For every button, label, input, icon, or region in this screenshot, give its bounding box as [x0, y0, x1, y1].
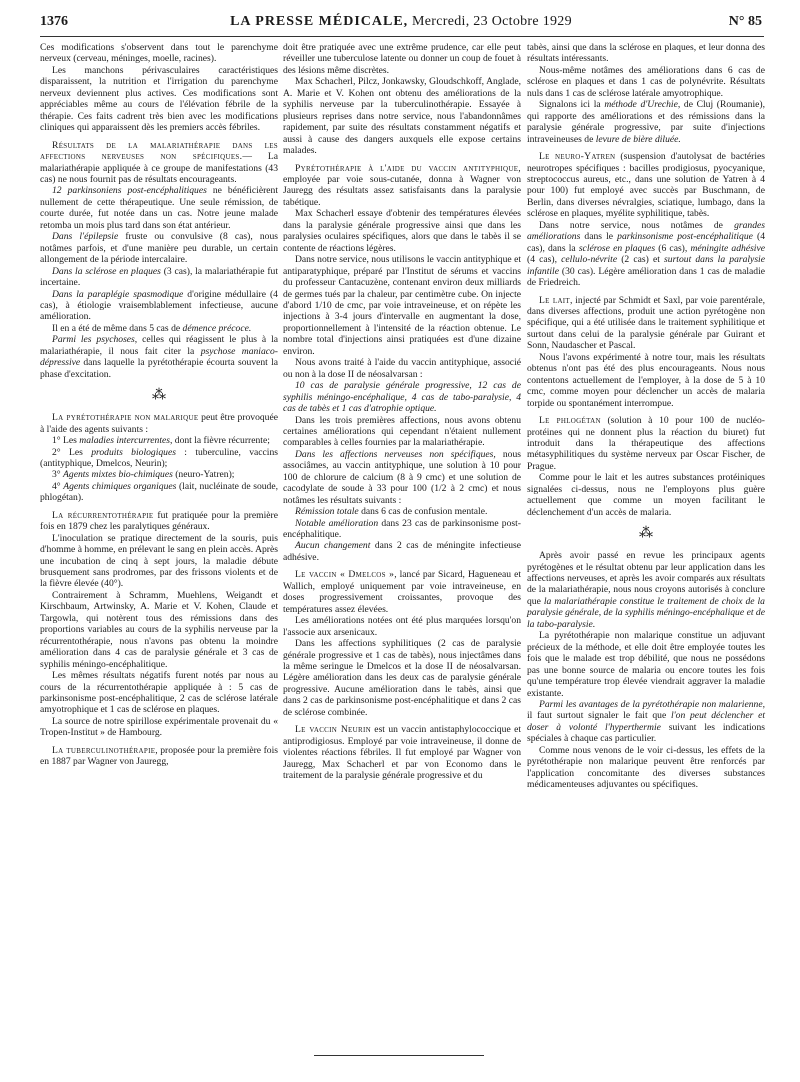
paragraph: [527, 151, 765, 220]
emphasis: cellulo-névrite: [561, 254, 618, 266]
paragraph: [283, 163, 521, 209]
paragraph: tabès, ainsi que dans la sclérose en plaques, et leur donna des résultats intéressants.: [527, 42, 765, 65]
section-heading: La tuberculinothérapie: [52, 744, 156, 756]
emphasis: 12 parkinsoniens post-encéphalitiques: [52, 185, 207, 197]
text: peut être provoquée à l'aide des agents suivants :: [40, 412, 278, 435]
paragraph: Comme pour le lait et les autres substances protéiniques signalées ci-dessus, nous ne l'employons plus guère actuellement que comme un moyen facilitant le déclenchement d'un accès de malaria.: [527, 472, 765, 518]
paragraph: Les manchons périvasculaires caractéristiques disparaissent, la nutrition et l'irrigation du parenchyme nerveux deviennent plus actives. Ces modifications sont appréciables même au cours de l'élévation fébrile de la thérapie. Ces faits cadrent très bien avec les modifications cliniques qui apparaissent dès les premiers accès fébriles.: [40, 64, 278, 134]
page-header: [40, 10, 762, 36]
asterism-divider: ⁂: [639, 526, 653, 542]
section-heading: La pyrétothérapie non malarique: [52, 412, 199, 424]
paragraph: [283, 540, 521, 563]
emphasis: la malariathérapie constitue le traitement de choix de la paralysie générale, de la syphilis méningo-encéphalique et de la tabo-paralysie.: [527, 595, 765, 630]
section-heading: Le vaccin « Dmelcos »: [295, 569, 395, 581]
emphasis: Rémission totale: [295, 506, 359, 518]
paragraph: [40, 323, 278, 334]
emphasis: Dans la paraplégie spasmodique: [52, 288, 184, 300]
paragraph: [283, 518, 521, 541]
paragraph: [527, 220, 765, 289]
text: Après avoir passé en revue les principaux agents pyrétogènes et le résultat obtenu par leur application dans les affections nerveuses, et après les avoir comparés aux résultats de la malariathérapie, nous nous croyons autorisés à conclure que: [527, 550, 765, 607]
column-2: [283, 42, 521, 782]
paragraph: doit être pratiquée avec une extrême prudence, car elle peut réveiller une tuberculose latente ou donner un coup de fouet à des lésions même discrètes.: [283, 42, 521, 76]
header-rule: [40, 36, 764, 37]
text: dans 2 cas de méningite infectieuse adhésive.: [283, 540, 521, 563]
list-item: [40, 447, 278, 470]
column-1: [40, 42, 278, 768]
paragraph: [283, 380, 521, 414]
text: (neuro-Yatren);: [172, 469, 235, 481]
paragraph: [283, 724, 521, 781]
emphasis: Aucun changement: [295, 540, 371, 552]
text: 4°: [52, 480, 64, 492]
text: (6 cas),: [655, 242, 691, 254]
text: suivant les indications spéciales à chaque cas particulier.: [527, 721, 765, 745]
text: , de Cluj (Roumanie), qui rapporte des améliorations et des rémissions dans la paralysie générale progressive, par suite d'injections intraveineuses de: [527, 99, 765, 145]
paragraph: Dans les affections syphilitiques (2 cas de paralysie générale progressive et 1 cas de tabès), nous injectâmes dans la même seringue le Dmelcos et la dose II de néosalvarsan. Légère amélioration dans les deux cas de paralysie générale progressive. Aucune amélioration dans le tabès, ainsi que dans 2 cas de parkinsonisme post-encéphalitique et dans 2 cas de sclérose combinée.: [283, 638, 521, 718]
paragraph: [283, 449, 521, 506]
emphasis: parkinsonisme post-encéphalitique: [617, 231, 753, 243]
paragraph: [40, 266, 278, 289]
paragraph: [40, 231, 278, 265]
text: (4 cas), dans la: [527, 231, 765, 254]
paragraph: Les améliorations notées ont été plus marquées lorsqu'on l'associe aux arsenicaux.: [283, 615, 521, 638]
text: , proposée pour la première fois en 1887 par Wagner von Jauregg,: [40, 744, 278, 768]
paragraph: [40, 510, 278, 533]
emphasis: Agents mixtes bio-chimiques: [63, 469, 173, 481]
text: (3 cas), la malariathérapie fut incertaine.: [40, 265, 278, 289]
journal-title: LA PRESSE MÉDICALE,: [230, 14, 409, 29]
paragraph: Contrairement à Schramm, Muehlens, Weigandt et Kirschbaum, Artwinsky, A. Marie et V. Kohen, Claude et Targowla, qui notèrent tous des rémissions dans des proportions variables au cours de la syphilis nerveuse par la récurrentothérapie, nous n'avons pas obtenu la moindre amélioration dans 4 cas de paralysie générale et 3 cas de syphilis méningo-encéphalitique.: [40, 589, 278, 670]
text: (30 cas). Légère amélioration dans 1 cas de maladie de Friedreich.: [527, 265, 765, 289]
paragraph: [40, 185, 278, 231]
text: employée par voie sous-cutanée, donna à Wagner von Jauregg des résultats assez satisfaisants dans la paralysie tabétique.: [283, 173, 521, 208]
text: Dans notre service, nous notâmes de: [539, 219, 735, 231]
list-item: [40, 469, 278, 480]
text: 2° Les: [52, 446, 92, 458]
emphasis: psychose maniaco-dépressive: [40, 345, 278, 369]
section-heading: Le lait: [539, 294, 571, 306]
section-heading: Le neuro-Yatren: [539, 151, 616, 163]
text: dans le: [580, 231, 618, 243]
text: fut pratiquée pour la première fois en 1879 chez les paralytiques généraux.: [40, 509, 278, 533]
issue-date: Mercredi, 23 Octobre 1929: [412, 14, 572, 29]
text: (2 cas) et: [617, 254, 665, 266]
paragraph: [283, 569, 521, 615]
text: il faut surtout signaler le fait que: [527, 710, 671, 722]
page-number: 1376: [40, 14, 68, 29]
emphasis: méthode d'Urechie: [604, 99, 678, 111]
text: 3°: [52, 469, 64, 481]
column-3: [527, 42, 765, 791]
paragraph: Comme nous venons de le voir ci-dessus, les effets de la pyrétothérapie non malarique peuvent être renforcés par l'application concomitante des diverses substances médicamenteuses adjuvantes ou spécifiques.: [527, 744, 765, 791]
text: , lancé par Sicard, Hagueneau et Wallich, employé uniquement par voie intraveineuse, en doses progressivement croissantes, provoque des températures assez élevées.: [283, 569, 521, 615]
emphasis: surtout dans la paralysie infantile: [527, 254, 765, 277]
paragraph: Nous l'avons expérimenté à notre tour, mais les résultats obtenus n'ont pas été des plus encourageants. Nous nous contentons actuellement de l'employer, à la dose de 5 à 10 cmc, comme moyen pour déclencher un accès de malaria torpide ou spontanément interrompue.: [527, 351, 765, 409]
emphasis: Dans la sclérose en plaques: [52, 265, 161, 277]
text: d'origine médullaire (4 cas), à étiologie vraisemblablement infectieuse, aucune amélioration.: [40, 288, 278, 323]
text: Signalons ici la: [539, 99, 605, 111]
text: dans laquelle la pyrétothérapie écourta souvent la phase d'excitation.: [40, 357, 278, 380]
paragraph: Nous-même notâmes des améliorations dans 6 cas de sclérose en plaques et dans 1 cas de polynévrite. Résultats nuls dans 1 cas de sclérose latérale amyotrophique.: [527, 64, 765, 99]
emphasis: méningite adhésive: [690, 242, 765, 254]
text: , dont la fièvre récurrente;: [169, 435, 270, 447]
paragraph: [283, 506, 521, 517]
emphasis: sclérose en plaques: [578, 242, 656, 254]
text: (suspension d'autolysat de bactéries neurotropes spécifiques : bacilles prodigiosus, pyocyanique, streptococcus aureus, etc., dans une solution de Yatren à 4 pour 100) fut employé avec succès par Buschmann, de Berlin, dans diverses névralgies, sciatique, lumbago, dans la sclérose en plaques, myélite syphilitique, tabès.: [527, 151, 765, 220]
text: est un vaccin antistaphylococcique et antiprodigiosus. Employé par voie intraveineuse, il donne de violentes réactions fébriles. Il fut employé par Wagner von Jauregg, Max Schacherl et par von Economo dans le traitement de la paralysie générale progressive et du: [283, 724, 521, 782]
section-heading: Résultats de la malariathérapie dans les affections nerveuses non spécifiques.: [40, 139, 278, 163]
paragraph: L'inoculation se pratique directement de la souris, puis d'homme à homme, en prélevant le sang en plein accès. Après une incubation de cinq à sept jours, la maladie débute brusquement sans prodromes, par des frissons violents et de la fièvre élevée (40°).: [40, 532, 278, 590]
text: — La malariathérapie appliquée à ce groupe de manifestations (43 cas) ne nous fournit pas de résultats encourageants.: [40, 151, 278, 185]
text: fruste ou convulsive (8 cas), nous notâmes parfois, et d'une manière peu durable, un certain allongement de la période intercalaire.: [40, 231, 278, 266]
issue-number: N° 85: [728, 14, 762, 29]
asterism-divider: ⁂: [152, 388, 166, 404]
paragraph: Dans notre service, nous utilisons le vaccin antityphique et antiparatyphique, préparé par l'Institut de sérums et vaccins du professeur Cantacuzène, contenant environ deux milliards de germes tués par la chaleur, par centimètre cube. On injecte d'abord 1/10 de cmc, par voie intraveineuse, et on répète les injections à 3-4 jours d'intervalle en augmentant la dose, proportionnellement à l'intensité de la réaction obtenue. Le nombre total d'injections ainsi pratiquées est d'une dizaine environ.: [283, 254, 521, 357]
emphasis: Dans les affections nerveuses non spécifiques,: [295, 448, 496, 460]
paragraph: Max Schacherl, Pilcz, Jonkawsky, Gloudschkoff, Anglade, A. Marie et V. Kohen ont obtenu des améliorations de la syphilis nerveuse par la tuberculinothérapie. Essayée à plusieurs reprises dans notre service, nous l'abandonnâmes rapidement, par suite des résultats constamment négatifs et aussi à cause des dangers auxquels elle expose certains malades.: [283, 76, 521, 157]
emphasis: démence précoce.: [182, 322, 252, 334]
paragraph: [527, 550, 765, 630]
text: , injecté par Schmidt et Saxl, par voie parentérale, dans diverses affections, produit une action pyrétogène non spécifique, qui a été utilisée dans le traitement syphilitique et surtout dans celui de la paralysie générale par Guirant et Sonn, Naudascher et Pascal.: [527, 294, 765, 352]
emphasis: Agents chimiques organiques: [63, 480, 177, 492]
paragraph: [40, 334, 278, 380]
text: Il en a été de même dans 5 cas de: [52, 322, 183, 334]
paragraph: [527, 415, 765, 472]
text: dans 6 cas de confusion mentale.: [358, 506, 488, 518]
emphasis: Dans l'épilepsie: [52, 231, 119, 243]
section-heading: Le phlogétan: [539, 415, 601, 427]
list-item: [40, 481, 278, 504]
text: : tuberculine, vaccins (antityphique, Dmelcos, Neurin);: [40, 446, 278, 469]
end-rule: [314, 1055, 484, 1056]
text: ne bénéficièrent nullement de cette thérapeutique. Une seule rémission, de courte durée, fut notée dans un cas. Notre jeune malade retomba un mois plus tard dans son état antérieur.: [40, 185, 278, 231]
section-heading: Le vaccin Neurin: [295, 724, 371, 736]
emphasis: maladies intercurrentes: [79, 435, 170, 447]
emphasis: Parmi les avantages de la pyrétothérapie non malarienne,: [539, 699, 765, 711]
journal-title-line: [40, 14, 762, 30]
text: , celles qui réagissent le plus à la malariathérapie, il nous fait citer la: [40, 334, 278, 357]
emphasis: levure de bière diluée.: [595, 133, 681, 145]
paragraph: [40, 289, 278, 323]
emphasis: l'on peut déclencher et doser à volonté l'hyperthermie: [527, 710, 765, 733]
paragraph: [40, 745, 278, 768]
section-paragraph: [40, 140, 278, 186]
paragraph: Les mêmes résultats négatifs furent notés par nous au cours de la récurrentothérapie appliquée à : 5 cas de parkinsonisme post-encéphalitique, 2 cas de sclérose latérale amyotrophique et 1 cas de sclérose en plaques.: [40, 670, 278, 716]
paragraph: Ces modifications s'observent dans tout le parenchyme nerveux (cerveau, méninges, moelle, racines).: [40, 42, 278, 65]
emphasis: Notable amélioration: [295, 517, 379, 529]
text: dans 23 cas de parkinsonisme post-encéphalitique.: [283, 517, 521, 541]
paragraph: Dans les trois premières affections, nous avons obtenu certaines améliorations qui cependant n'étaient nullement comparables à celles fournies par la malariathérapie.: [283, 414, 521, 449]
paragraph: [527, 295, 765, 352]
list-item: [40, 435, 278, 446]
text: 1° Les: [52, 435, 80, 447]
section-heading: La récurrentothérapie: [52, 509, 154, 521]
emphasis: produits biologiques: [91, 446, 176, 458]
emphasis: Parmi les psychoses: [52, 334, 135, 346]
paragraph: La source de notre spirillose expérimentale provenait du « Tropen-Institut » de Hambourg.: [40, 715, 278, 739]
paragraph: [527, 699, 765, 745]
paragraph: Max Schacherl essaye d'obtenir des températures élevées dans la paralysie générale progressive ainsi que dans les paralysies oculaires spécifiques, alors que dans le tabès il se contente de réactions légères.: [283, 208, 521, 254]
emphasis: 10 cas de paralysie générale progressive, 12 cas de syphilis méningo-encéphalique, 4 cas de tabo-paralysie, 4 cas de tabès et 1 cas d'atrophie optique.: [283, 380, 521, 415]
paragraph: [527, 99, 765, 145]
paragraph: La pyrétothérapie non malarique constitue un adjuvant précieux de la méthode, et elle doit être employée toutes les fois que le malade est trop débilité, que nous ne possédons pas une bonne source de malaria ou encore toutes les fois qu'une température trop élevée viendrait aggraver la maladie existante.: [527, 630, 765, 699]
paragraph: Nous avons traité à l'aide du vaccin antityphique, associé ou non à la dose II de néosalvarsan :: [283, 357, 521, 380]
text: (solution à 10 pour 100 de nucléo-protéines qui ne donnent plus la réaction du biuret) fut introduit dans la thérapeutique des affections métasyphilitiques du système nerveux par Oscar Fischer, de Prague.: [527, 415, 765, 472]
text: nous associâmes, au vaccin antityphique, une solution à 10 pour 100 de chlorure de calcium (8 à 9 cmc) et une solution de cacodylate de soude à 33 pour 100 (1/2 à 2 cmc) et nous notâmes les résultats suivants :: [283, 448, 522, 506]
section-heading: Pyrétothérapie à l'aide du vaccin antityphique,: [295, 162, 521, 174]
text: (lait, nucléinate de soude, phlogétan).: [40, 480, 278, 504]
paragraph: [40, 412, 278, 435]
emphasis: grandes améliorations: [527, 219, 765, 243]
text: (4 cas),: [527, 254, 562, 266]
